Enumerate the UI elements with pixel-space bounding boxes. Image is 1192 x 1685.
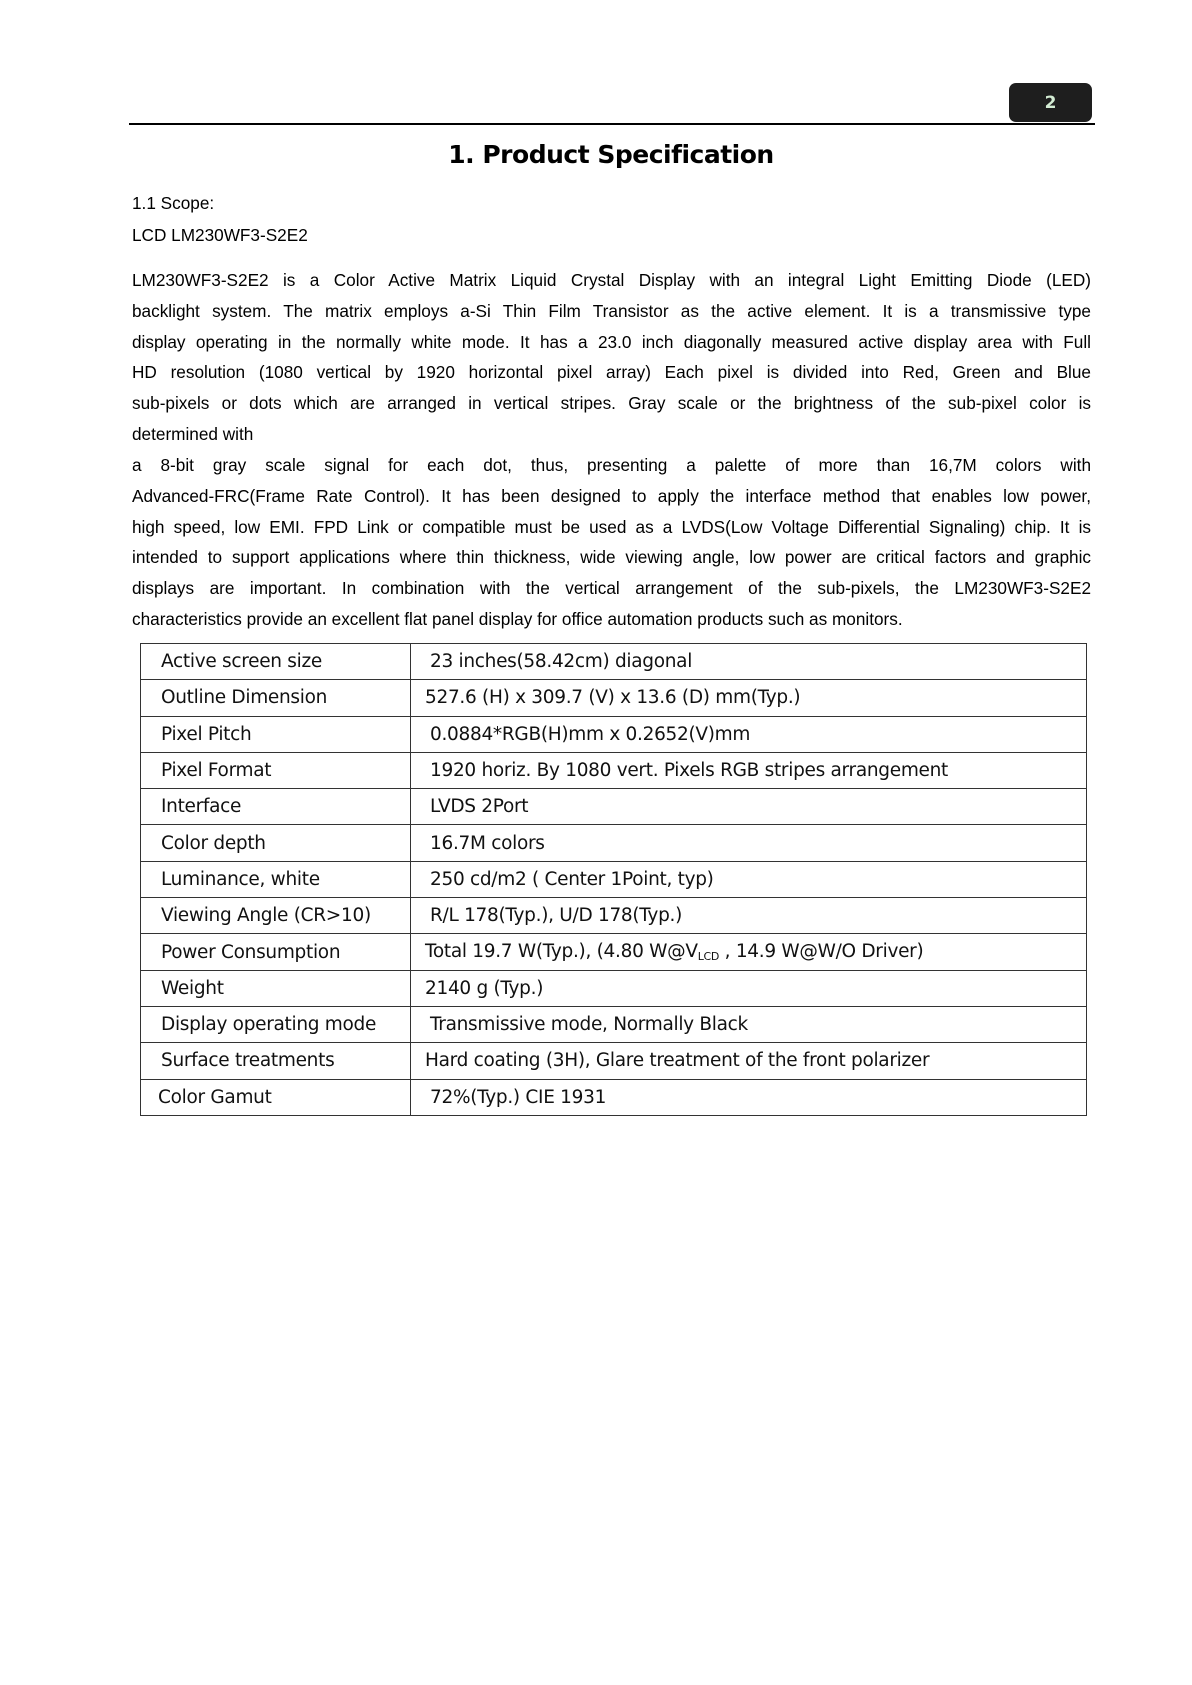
spec-value: 527.6 (H) x 309.7 (V) x 13.6 (D) mm(Typ.) (411, 680, 1087, 716)
paragraph-line: high speed, low EMI. FPD Link or compatible must be used as a LVDS(Low Voltage Differential Signaling) chip. It is (132, 516, 1091, 537)
section-heading: 1.1 Scope: (132, 193, 215, 213)
table-row (141, 1043, 1087, 1079)
spec-label: Interface (141, 789, 411, 825)
spec-label: Surface treatments (141, 1043, 411, 1079)
header-rule (129, 123, 1095, 125)
paragraph-line: determined with (132, 423, 254, 444)
paragraph-line: Advanced-FRC(Frame Rate Control). It has been designed to apply the interface method that enables low power, (132, 485, 1091, 506)
table-row (141, 825, 1087, 861)
table-row (141, 716, 1087, 752)
spec-value: Transmissive mode, Normally Black (411, 1006, 1087, 1042)
spec-value: 1920 horiz. By 1080 vert. Pixels RGB stripes arrangement (411, 752, 1087, 788)
spec-label: Pixel Format (141, 752, 411, 788)
paragraph-line: display operating in the normally white mode. It has a 23.0 inch diagonally measured active display area with Full (132, 331, 1091, 352)
spec-label: Power Consumption (141, 934, 411, 970)
spec-value: 0.0884*RGB(H)mm x 0.2652(V)mm (411, 716, 1087, 752)
table-row (141, 1079, 1087, 1115)
spec-label: Display operating mode (141, 1006, 411, 1042)
spec-value: 72%(Typ.) CIE 1931 (411, 1079, 1087, 1115)
table-row (141, 752, 1087, 788)
spec-value: 16.7M colors (411, 825, 1087, 861)
spec-value (411, 934, 1087, 970)
spec-value-text: , 14.9 W@W/O Driver) (719, 941, 924, 963)
page-number-badge (1009, 83, 1092, 122)
spec-label: Active screen size (141, 644, 411, 680)
spec-label: Pixel Pitch (141, 716, 411, 752)
paragraph-line: intended to support applications where thin thickness, wide viewing angle, low power are critical factors and graphic (132, 547, 1091, 568)
spec-label: Viewing Angle (CR>10) (141, 898, 411, 934)
spec-value: 2140 g (Typ.) (411, 970, 1087, 1006)
paragraph-line: backlight system. The matrix employs a-Si Thin Film Transistor as the active element. It is a transmissive type (132, 300, 1091, 321)
table-row (141, 861, 1087, 897)
table-row (141, 680, 1087, 716)
model-line: LCD LM230WF3-S2E2 (132, 225, 308, 245)
spec-value-text: Total 19.7 W(Typ.), (4.80 W@V (425, 941, 698, 963)
spec-value: 250 cd/m2 ( Center 1Point, typ) (411, 861, 1087, 897)
spec-value: Hard coating (3H), Glare treatment of the front polarizer (411, 1043, 1087, 1079)
table-row (141, 644, 1087, 680)
spec-label: Outline Dimension (141, 680, 411, 716)
paragraph-line: sub-pixels or dots which are arranged in vertical stripes. Gray scale or the brightness of the sub-pixel color is (132, 393, 1091, 414)
table-row (141, 934, 1087, 970)
spec-label: Color Gamut (141, 1079, 411, 1115)
page-title: 1. Product Specification (448, 140, 774, 169)
spec-label: Luminance, white (141, 861, 411, 897)
paragraph-line: LM230WF3-S2E2 is a Color Active Matrix Liquid Crystal Display with an integral Light Emitting Diode (LED) (132, 270, 1091, 290)
specification-table (140, 643, 1087, 1116)
paragraph-line: displays are important. In combination with the vertical arrangement of the sub-pixels, the LM230WF3-S2E2 (132, 578, 1091, 599)
spec-value: LVDS 2Port (411, 789, 1087, 825)
table-row (141, 970, 1087, 1006)
table-row (141, 898, 1087, 934)
paragraph-line: HD resolution (1080 vertical by 1920 horizontal pixel array) Each pixel is divided into Red, Green and Blue (132, 362, 1091, 383)
description-paragraph-2 (132, 450, 1091, 635)
spec-value: R/L 178(Typ.), U/D 178(Typ.) (411, 898, 1087, 934)
paragraph-line: a 8-bit gray scale signal for each dot, thus, presenting a palette of more than 16,7M colors with (132, 455, 1091, 475)
spec-label: Color depth (141, 825, 411, 861)
spec-value: 23 inches(58.42cm) diagonal (411, 644, 1087, 680)
page-number: 2 (1044, 92, 1057, 113)
description-paragraph-1 (132, 265, 1091, 450)
spec-label: Weight (141, 970, 411, 1006)
spec-value-subscript: LCD (697, 950, 720, 964)
table-row (141, 789, 1087, 825)
table-row (141, 1006, 1087, 1042)
paragraph-line: characteristics provide an excellent flat panel display for office automation products such as monitors. (132, 608, 903, 629)
